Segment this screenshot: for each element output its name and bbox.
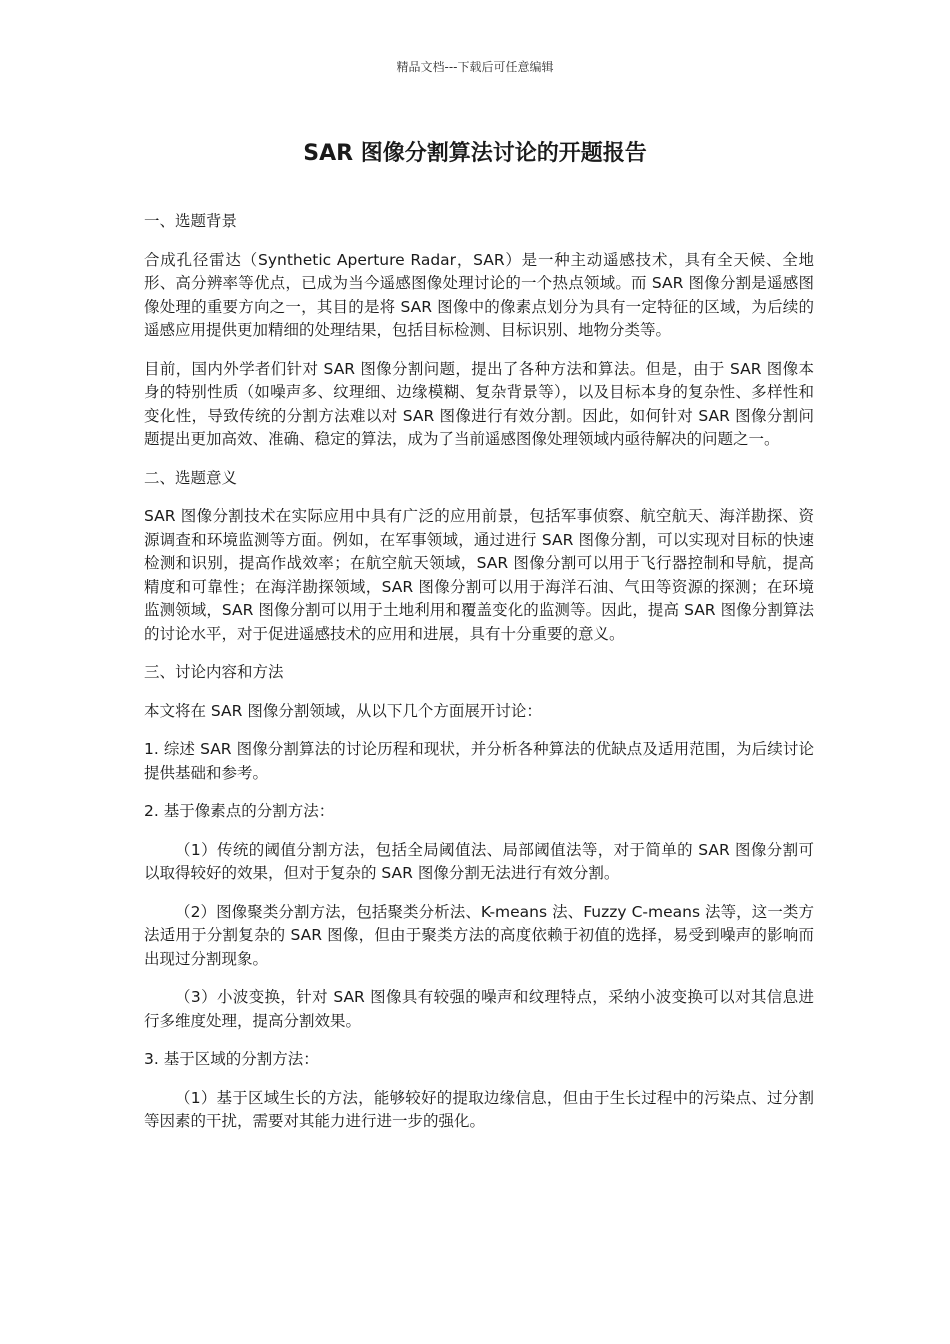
sub-list-item: （2）图像聚类分割方法，包括聚类分析法、K-means 法、Fuzzy C-means 法等，这一类方法适用于分割复杂的 SAR 图像，但由于聚类方法的高度依赖于初值的选择，易受到噪声的影响而出现过分割现象。 [144, 902, 814, 968]
section-heading-background: 一、选题背景 [144, 212, 238, 230]
document-body [144, 210, 814, 1149]
section-heading-significance: 二、选题意义 [144, 468, 238, 487]
sub-list-item: （3）小波变换，针对 SAR 图像具有较强的噪声和纹理特点，采纳小波变换可以对其信息进行多维度处理，提高分割效果。 [144, 988, 814, 1030]
paragraph: SAR 图像分割技术在实际应用中具有广泛的应用前景，包括军事侦察、航空航天、海洋勘探、资源调查和环境监测等方面。例如，在军事领域，通过进行 SAR 图像分割，可以实现对目标的快速检测和识别，提高作战效率；在航空航天领域，SAR 图像分割可以用于飞行器控制和导航，提高精度和可靠性；在海洋勘探领域，SAR 图像分割可以用于海洋石油、气田等资源的探测；在环境监测领域，SAR 图像分割可以用于土地利用和覆盖变化的监测等。因此，提高 SAR 图像分割算法的讨论水平，对于促进遥感技术的应用和进展，具有十分重要的意义。 [144, 507, 814, 643]
section-heading-methods: 三、讨论内容和方法 [144, 663, 284, 681]
paragraph: 目前，国内外学者们针对 SAR 图像分割问题，提出了各种方法和算法。但是，由于 SAR 图像本身的特别性质（如噪声多、纹理细、边缘模糊、复杂背景等），以及目标本身的复杂性、多样性和变化性，导致传统的分割方法难以对 SAR 图像进行有效分割。因此，如何针对 SAR 图像分割问题提出更加高效、准确、稳定的算法，成为了当前遥感图像处理领域内亟待解决的问题之一。 [144, 359, 814, 448]
paragraph: 合成孔径雷达（Synthetic Aperture Radar，SAR）是一种主动遥感技术，具有全天候、全地形、高分辨率等优点，已成为当今遥感图像处理讨论的一个热点领域。而 SAR 图像分割是遥感图像处理的重要方向之一，其目的是将 SAR 图像中的像素点划分为具有一定特征的区域，为后续的遥感应用提供更加精细的处理结果，包括目标检测、目标识别、地物分类等。 [144, 250, 814, 339]
page-header: 精品文档---下载后可任意编辑 [396, 60, 554, 74]
list-item: 2. 基于像素点的分割方法： [144, 802, 335, 820]
sub-list-item: （1）传统的阈值分割方法，包括全局阈值法、局部阈值法等，对于简单的 SAR 图像分割可以取得较好的效果，但对于复杂的 SAR 图像分割无法进行有效分割。 [144, 840, 814, 882]
document-title: SAR 图像分割算法讨论的开题报告 [303, 141, 647, 166]
list-item: 1. 综述 SAR 图像分割算法的讨论历程和现状，并分析各种算法的优缺点及适用范围，为后续讨论提供基础和参考。 [144, 740, 814, 782]
list-item: 3. 基于区域的分割方法： [144, 1050, 319, 1068]
sub-list-item: （1）基于区域生长的方法，能够较好的提取边缘信息，但由于生长过程中的污染点、过分割等因素的干扰，需要对其能力进行进一步的强化。 [144, 1088, 814, 1130]
paragraph: 本文将在 SAR 图像分割领域，从以下几个方面展开讨论： [144, 701, 542, 720]
